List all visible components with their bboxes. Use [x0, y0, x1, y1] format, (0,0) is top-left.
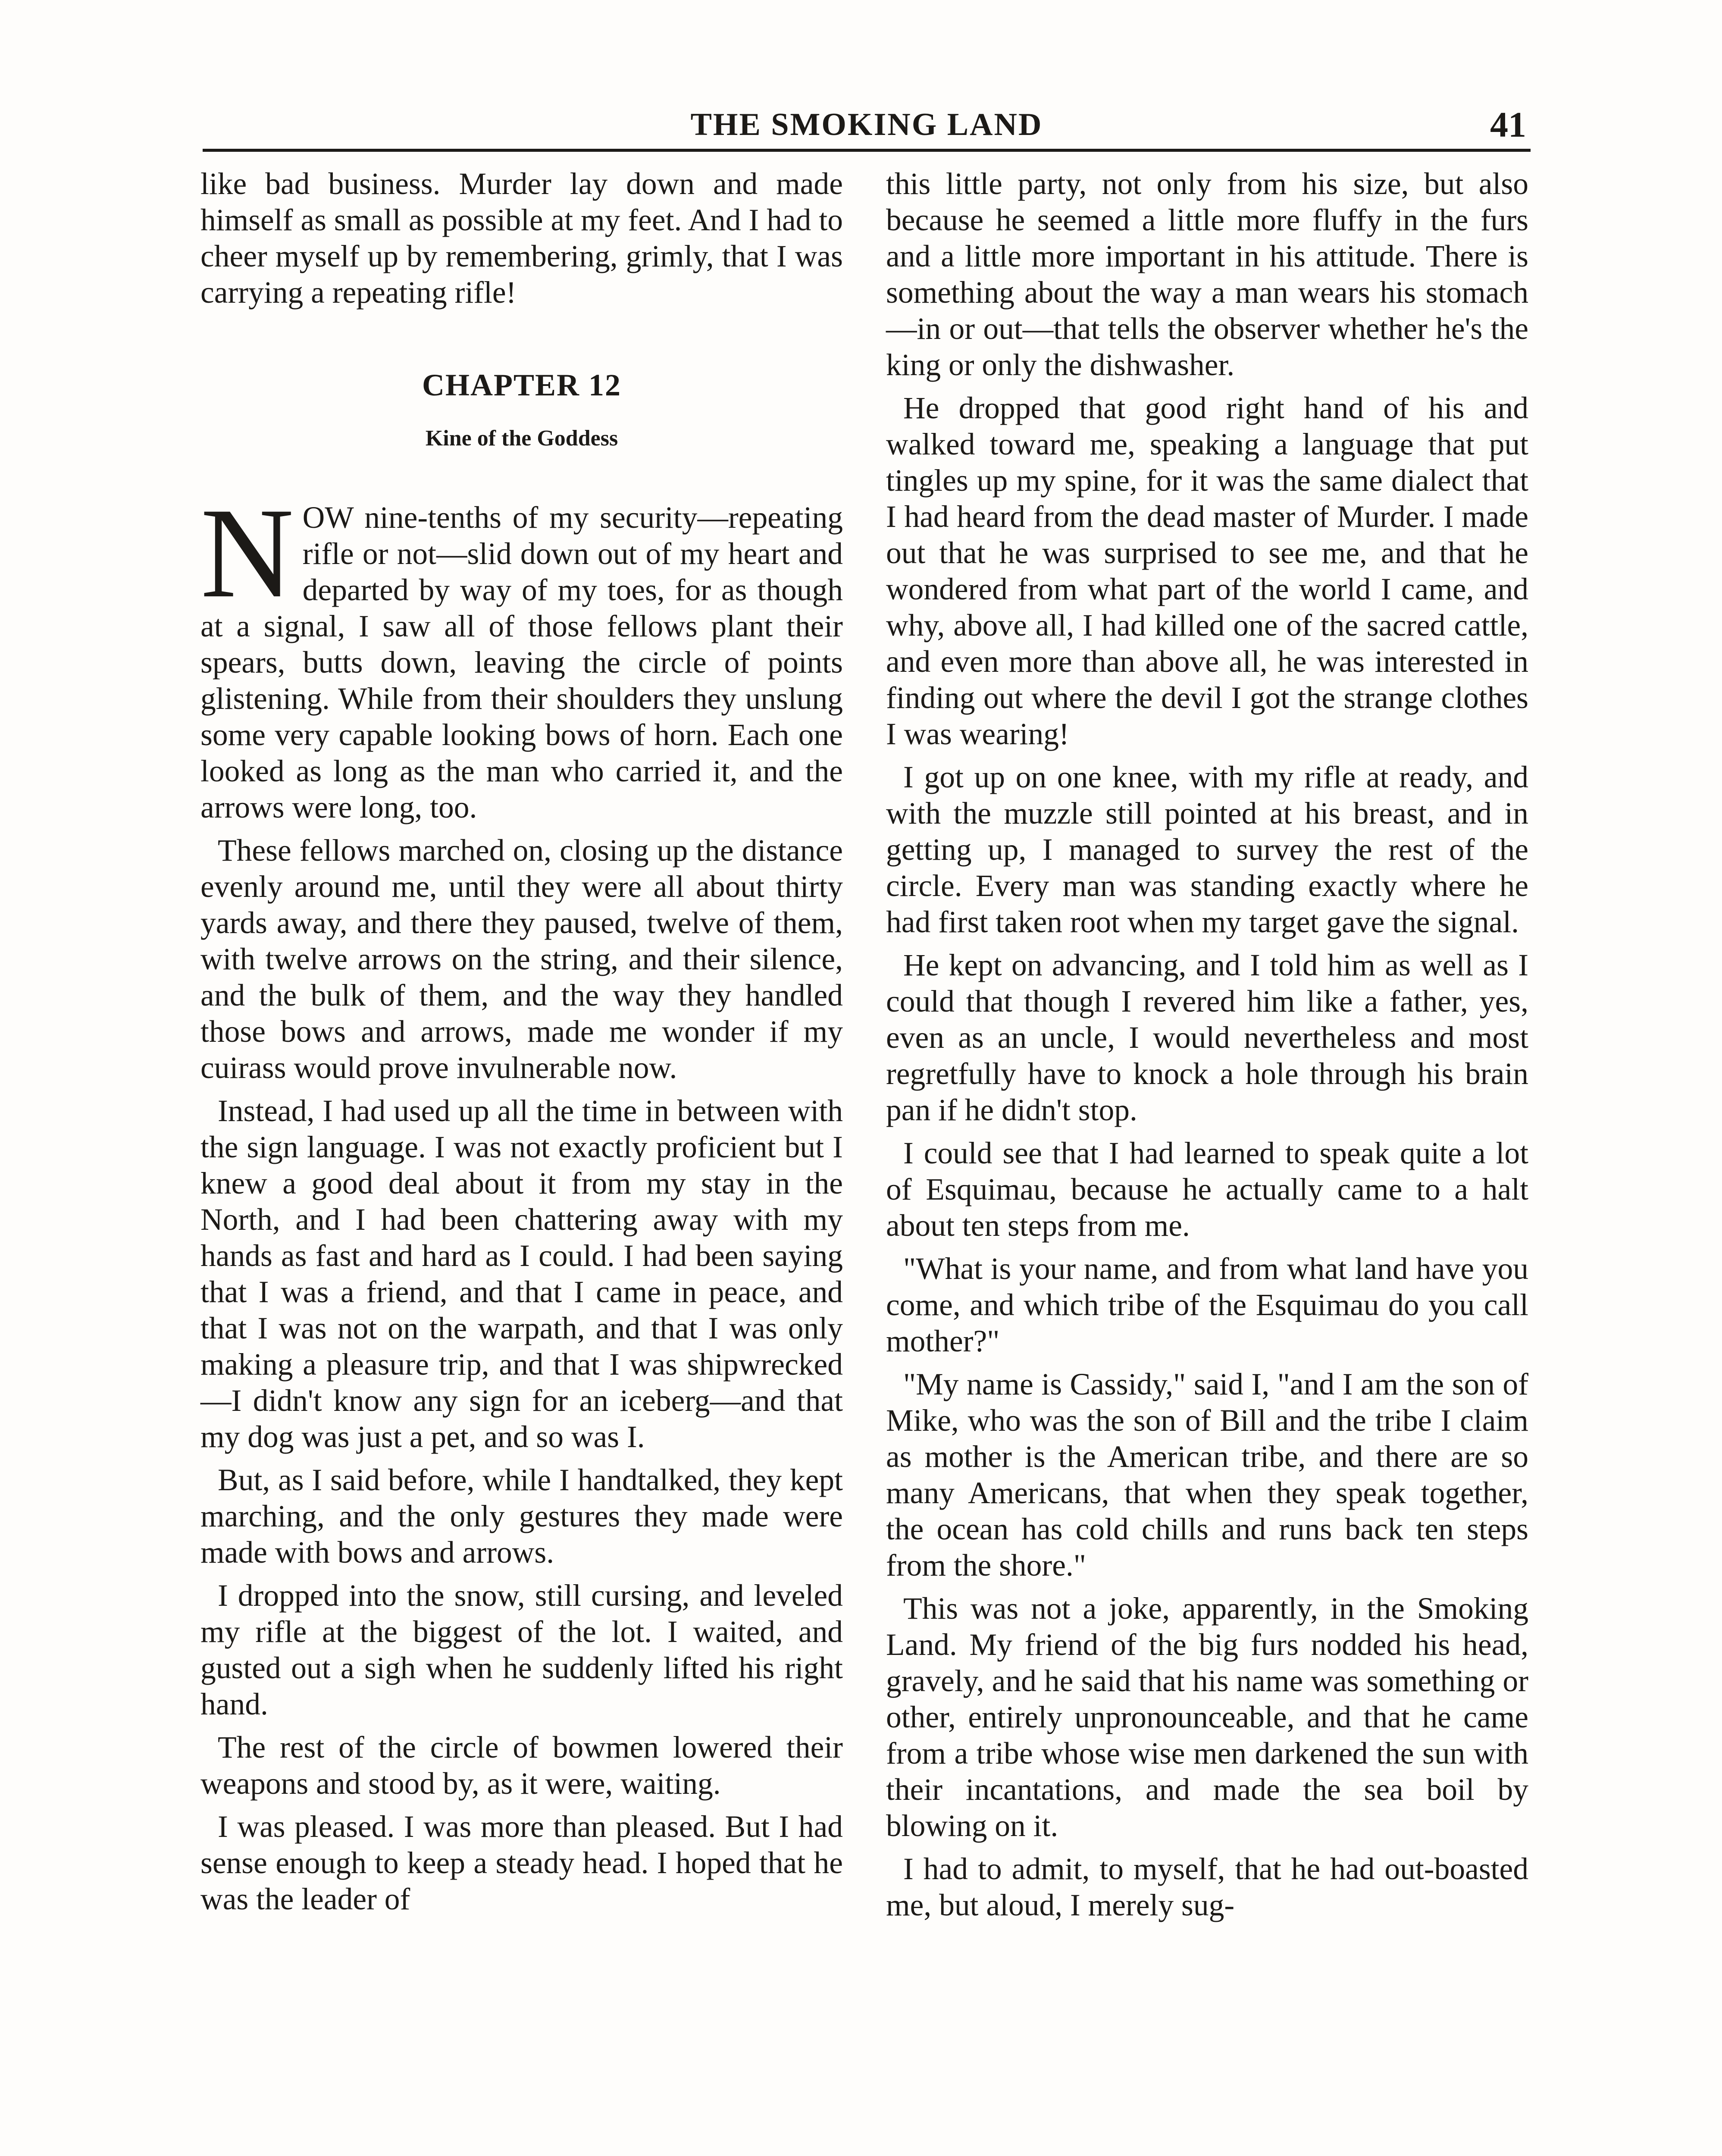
left-column — [200, 166, 843, 1924]
paragraph: "What is your name, and from what land have you come, and which tribe of the Esquimau do you call mother?" — [886, 1252, 1528, 1358]
paragraph-continued: this little party, not only from his size, but also because he seemed a little more fluffy in the furs and a little more important in his attitude. There is something about the way a man wears his stomach—in or out—that tells the observer whether he's the king or only the dishwasher. — [886, 167, 1528, 382]
paragraph: He kept on advancing, and I told him as well as I could that though I revered him like a father, yes, even as an uncle, I would nevertheless and most regretfully have to knock a hole through his brain pan if he didn't stop. — [886, 948, 1528, 1127]
paragraph: I got up on one knee, with my rifle at ready, and with the muzzle still pointed at his breast, and in getting up, I managed to survey the rest of the circle. Every man was standing exactly where he had first taken root when my target gave the signal. — [886, 760, 1528, 939]
paragraph: He dropped that good right hand of his and walked toward me, speaking a language that put tingles up my spine, for it was the same dialect that I had heard from the dead master of Murder. I made out that he was surprised to see me, and that he wondered from what part of the world I came, and why, above all, I had killed one of the sacred cattle, and even more than above all, he was interested in finding out where the devil I got the strange clothes I was wearing! — [886, 391, 1528, 751]
paragraph: I had to admit, to myself, that he had out-boasted me, but aloud, I merely sug- — [886, 1852, 1528, 1922]
paragraph: These fellows marched on, closing up the distance evenly around me, until they were all about thirty yards away, and there they paused, twelve of them, with twelve arrows on the string, and their silence, and the bulk of them, and the way they handled those bows and arrows, made me wonder if my cuirass would prove invulnerable now. — [200, 834, 843, 1085]
chapter-subtitle: Kine of the Goddess — [425, 426, 618, 451]
header-rule — [203, 149, 1531, 152]
paragraph: But, as I said before, while I handtalked, they kept marching, and the only gestures they made were made with bows and arrows. — [200, 1463, 843, 1570]
page-number: 41 — [1490, 105, 1526, 145]
chapter-heading: CHAPTER 12 — [422, 368, 622, 402]
chapter-opening — [200, 481, 843, 826]
drop-cap: N — [200, 481, 294, 624]
right-column — [886, 166, 1528, 1930]
paragraph: I could see that I had learned to speak quite a lot of Esquimau, because he actually came to a halt about ten steps from me. — [886, 1136, 1528, 1243]
paragraph: The rest of the circle of bowmen lowered their weapons and stood by, as it were, waiting. — [200, 1730, 843, 1801]
paragraph: Instead, I had used up all the time in between with the sign language. I was not exactly proficient but I knew a good deal about it from my stay in the North, and I had been chattering away with my hands as fast and hard as I could. I had been saying that I was a friend, and that I came in peace, and that I was not on the warpath, and that I was only making a pleasure trip, and that I was shipwrecked—I didn't know any sign for an iceberg—and that my dog was just a pet, and so was I. — [200, 1094, 843, 1454]
paragraph: This was not a joke, apparently, in the Smoking Land. My friend of the big furs nodded his head, gravely, and he said that his name was something or other, entirely unpronounceable, and that he came from a tribe whose wise men darkened the sun with their incantations, and made the sea boil by blowing on it. — [886, 1592, 1528, 1843]
paragraph: I dropped into the snow, still cursing, and leveled my rifle at the biggest of the lot. I waited, and gusted out a sigh when he suddenly lifted his right hand. — [200, 1579, 843, 1721]
paragraph-continued: like bad business. Murder lay down and made himself as small as possible at my feet. And I had to cheer myself up by remembering, grimly, that I was carrying a repeating rifle! — [200, 167, 843, 310]
paragraph-opening: OW nine-tenths of my security—repeating rifle or not—slid down out of my heart and departed by way of my toes, for as though at a signal, I saw all of those fellows plant their spears, butts down, leaving the circle of points glistening. While from their shoulders they unslung some very capable looking bows of horn. Each one looked as long as the man who carried it, and the arrows were long, too. — [200, 501, 843, 824]
running-title: THE SMOKING LAND — [690, 107, 1043, 142]
paragraph: I was pleased. I was more than pleased. But I had sense enough to keep a steady head. I hoped that he was the leader of — [200, 1810, 843, 1916]
paragraph: "My name is Cassidy," said I, "and I am the son of Mike, who was the son of Bill and the tribe I claim as mother is the American tribe, and there are so many Americans, that when they speak together, the ocean has cold chills and runs back ten steps from the shore." — [886, 1367, 1528, 1583]
running-head — [203, 97, 1531, 149]
